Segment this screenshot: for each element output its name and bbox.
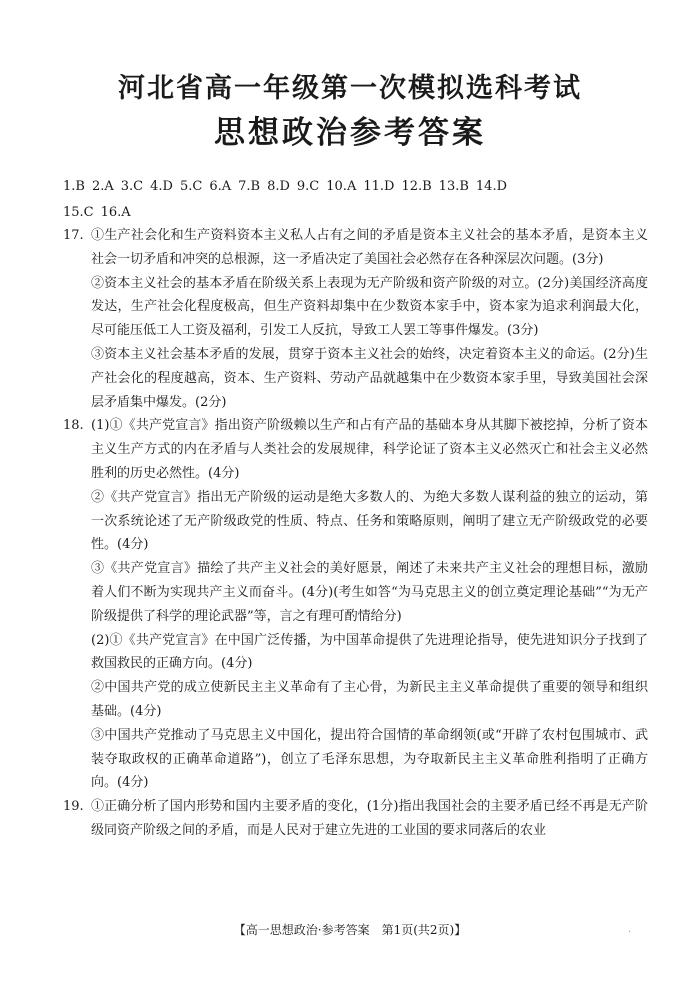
choice-answer: 9.C — [296, 179, 320, 194]
document-title: 思想政治参考答案 — [214, 115, 486, 151]
choice-answer: 5.C — [179, 179, 203, 194]
choice-answer: 12.B — [401, 179, 432, 194]
answer-paragraph: ②中国共产党的成立使新民主主义革命有了主心骨，为新民主主义革命提供了重要的领导和组织基础。(4分) — [91, 680, 648, 719]
question-17 — [63, 224, 648, 414]
choice-answers-row-1 — [63, 174, 653, 200]
page-footer: 【高一思想政治·参考答案 第1页(共2页)】 — [233, 923, 467, 937]
choice-answer: 6.A — [209, 179, 232, 194]
choice-answer: 8.D — [267, 179, 290, 194]
choice-answer: 4.D — [150, 179, 173, 194]
corner-mark: . — [628, 924, 632, 935]
choice-answer: 3.C — [120, 179, 144, 194]
answer-paragraph: ③《共产党宣言》描绘了共产主义社会的美好愿景，阐述了未来共产主义社会的理想目标，激励着人们不断为实现共产主义而奋斗。(4分)(考生如答“为马克思主义的创立奠定理论基础”“为无产阶级提供了科学的理论武器”等，言之有理可酌情给分) — [91, 561, 648, 624]
question-number: 18. — [63, 418, 84, 434]
answer-paragraph: (1)①《共产党宣言》指出资产阶级赖以生产和占有产品的基础本身从其脚下被挖掉，分析了资本主义生产方式的内在矛盾与人类社会的发展规律，科学论证了资本主义必然灭亡和社会主义必然胜利的历史必然性。(4分) — [91, 418, 648, 481]
choice-answer: 1.B — [63, 179, 85, 194]
answer-paragraph: ③中国共产党推动了马克思主义中国化，提出符合国情的革命纲领(或“开辟了农村包围城市、武装夺取政权的正确革命道路”)，创立了毛泽东思想，为夺取新民主主义革命胜利指明了正确方向。(4分) — [91, 727, 648, 791]
choice-answer: 14.D — [475, 179, 508, 194]
answer-paragraph: ③资本主义社会基本矛盾的发展，贯穿于资本主义社会的始终，决定着资本主义的命运。(2分)生产社会化的程度越高，资本、生产资料、劳动产品就越集中在少数资本家手里，导致美国社会深层矛盾集中爆发。(2分) — [91, 346, 648, 410]
answer-paragraph: ②《共产党宣言》指出无产阶级的运动是绝大多数人的、为绝大多数人谋利益的独立的运动，第一次系统论述了无产阶级政党的性质、特点、任务和策略原则，阐明了建立无产阶级政党的必要性。(4分) — [91, 489, 648, 553]
question-number: 17. — [63, 228, 84, 243]
answer-paragraph: ①生产社会化和生产资料资本主义私人占有之间的矛盾是资本主义社会的基本矛盾，是资本主义社会一切矛盾和冲突的总根源，这一矛盾决定了美国社会必然存在各种深层次问题。(3分) — [91, 228, 648, 267]
choice-answer: 16.A — [100, 205, 131, 220]
choice-answer: 11.D — [363, 179, 395, 194]
choice-answer: 15.C — [63, 205, 94, 220]
choice-answer: 7.B — [238, 179, 261, 194]
question-19 — [63, 795, 648, 843]
choice-answer: 10.A — [326, 179, 357, 194]
essay-answers — [63, 224, 648, 843]
choice-answers-row-2 — [63, 200, 653, 226]
choice-answer: 2.A — [91, 179, 114, 194]
question-18 — [63, 414, 648, 795]
question-number: 19. — [63, 799, 84, 815]
answer-paragraph: ①正确分析了国内形势和国内主要矛盾的变化，(1分)指出我国社会的主要矛盾已经不再是无产阶级同资产阶级之间的矛盾，而是人民对于建立先进的工业国的要求同落后的农业 — [91, 799, 648, 838]
choice-answers — [63, 174, 653, 226]
exam-title: 河北省高一年级第一次模拟选科考试 — [118, 73, 582, 104]
choice-answer: 13.B — [438, 179, 469, 194]
answer-paragraph: (2)①《共产党宣言》在中国广泛传播，为中国革命提供了先进理论指导，使先进知识分子找到了救国救民的正确方向。(4分) — [91, 632, 648, 672]
answer-paragraph: ②资本主义社会的基本矛盾在阶级关系上表现为无产阶级和资产阶级的对立。(2分)美国经济高度发达，生产社会化程度极高，但生产资料却集中在少数资本家手中，资本家为追求利润最大化，尽可能压低工人工资及福利，引发工人反抗，导致工人罢工等事件爆发。(3分) — [91, 275, 648, 339]
